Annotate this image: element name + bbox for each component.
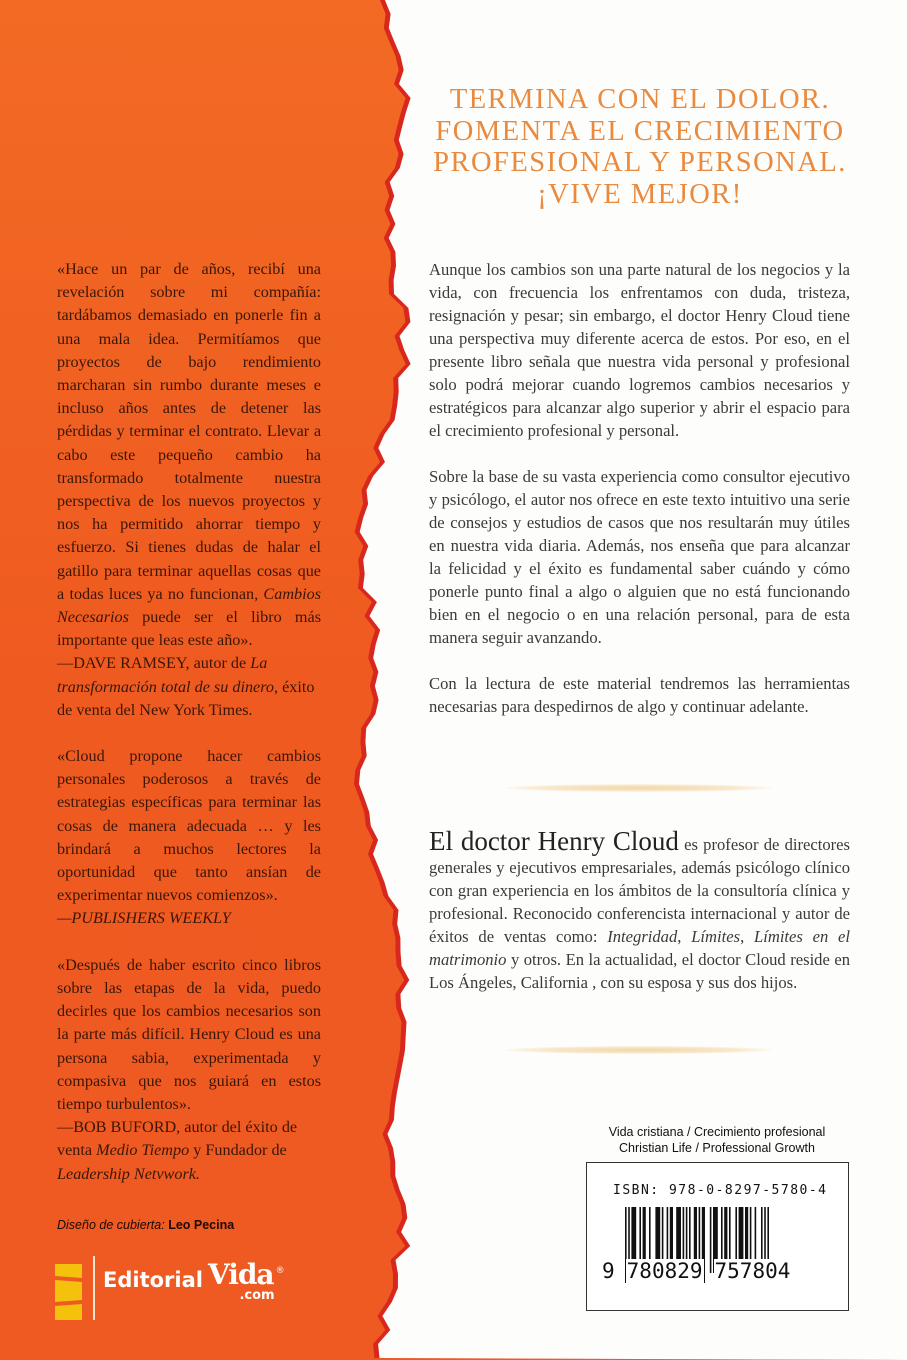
publisher-logo bbox=[55, 1256, 285, 1326]
quote-publishers-weekly bbox=[57, 745, 321, 931]
quote-text-end: puede ser el libro más importante que leas este año». bbox=[57, 608, 321, 650]
attribution-mid: y Fundador de bbox=[189, 1141, 287, 1160]
quote-text: «Cloud propone hacer cambios personales poderosos a través de estrategias específicas para terminar las cosas de manera adecuada … y les brindará a muchos lectores la oportunidad que tanto ansían de experimentar nuevos comienzos». bbox=[57, 747, 321, 905]
headline bbox=[430, 84, 850, 210]
logo-editorial: Editorial bbox=[103, 1268, 203, 1292]
logo-dotcom: .com bbox=[239, 1288, 275, 1303]
quote-ramsey bbox=[57, 258, 321, 722]
barcode-digits-right: 757804 bbox=[714, 1259, 791, 1283]
bio-separator: , bbox=[740, 927, 754, 946]
book-description bbox=[429, 258, 850, 741]
quote-attribution: —DAVE RAMSEY, autor de bbox=[57, 654, 251, 673]
attribution-end: , éxito de venta del New York Times. bbox=[57, 677, 315, 719]
credit-label: Diseño de cubierta: bbox=[57, 1218, 165, 1232]
bio-book-title: Límites bbox=[691, 927, 741, 946]
isbn-barcode bbox=[586, 1162, 849, 1311]
quote-buford bbox=[57, 954, 321, 1186]
publisher-mark-icon bbox=[55, 1264, 82, 1320]
description-paragraph: Aunque los cambios son una parte natural de los negocios y la vida, con frecuencia los enfrentamos con duda, tristeza, resignación y pesar; sin embargo, el doctor Henry Cloud tiene una perspectiva muy diferente acerca de estos. Por eso, en el presente libro señala que nuestra vida personal y profesional solo podrá mejorar cuando logremos cambios necesarios y estratégicos para alcanzar algo superior y abrir el espacio para el crecimiento profesional y personal. bbox=[429, 260, 850, 440]
endorsements-column bbox=[57, 258, 321, 1209]
barcode-digits-row bbox=[601, 1259, 791, 1283]
headline-line: ¡VIVE MEJOR! bbox=[537, 178, 743, 210]
category-label bbox=[586, 1124, 848, 1156]
author-bio bbox=[429, 826, 851, 994]
bio-book-title: Límites en el matrimonio bbox=[429, 927, 851, 969]
logo-divider bbox=[93, 1256, 95, 1320]
logo-vida: Vida bbox=[207, 1258, 274, 1291]
logo-registered: ® bbox=[275, 1266, 285, 1276]
description-paragraph: Con la lectura de este material tendremos las herramientas necesarias para despedirnos de algo y continuar adelante. bbox=[429, 674, 850, 716]
attribution-org: Leadership Netvwork. bbox=[57, 1164, 200, 1183]
quote-attribution: —BOB BUFORD, autor del éxito de venta bbox=[57, 1118, 298, 1160]
barcode-digit-first: 9 bbox=[602, 1259, 615, 1283]
quote-text: «Después de haber escrito cinco libros sobre las etapas de la vida, puedo decirles que los cambios necesarios son la parte más difícil. Henry Cloud es una persona sabia, experimentada y compasiva que nos guiará en estos tiempo turbulentos». bbox=[57, 955, 321, 1113]
bio-book-title: Integridad bbox=[607, 927, 678, 946]
bio-text: y otros. En la actualidad, el doctor Cloud reside en Los Ángeles, California , con su esposa y sus dos hijos. bbox=[429, 950, 850, 992]
barcode-digits-left: 780829 bbox=[626, 1259, 703, 1283]
category-english: Christian Life / Professional Growth bbox=[619, 1141, 815, 1155]
logo-wordmark bbox=[103, 1256, 285, 1303]
ornament-divider bbox=[505, 784, 773, 792]
quote-book-title: Cambios Necesarios bbox=[57, 584, 321, 627]
author-name: El doctor Henry Cloud bbox=[429, 826, 679, 856]
quote-attribution: —PUBLISHERS WEEKLY bbox=[57, 909, 231, 928]
category-spanish: Vida cristiana / Crecimiento profesional bbox=[608, 1125, 826, 1139]
logo-wordmark-top bbox=[103, 1256, 285, 1292]
attribution-book-title: Medio Tiempo bbox=[96, 1141, 190, 1160]
headline-line: PROFESIONAL Y PERSONAL. bbox=[433, 147, 847, 178]
isbn-label: ISBN: 978-0-8297-5780-4 bbox=[613, 1183, 828, 1198]
cover-design-credit bbox=[57, 1218, 234, 1232]
bio-separator: , bbox=[677, 927, 692, 946]
ornament-divider bbox=[505, 1046, 773, 1054]
headline-line: FOMENTA EL CRECIMIENTO bbox=[435, 115, 845, 147]
quote-text: «Hace un par de años, recibí una revelación sobre mi compañía: tardábamos demasiado en ponerle fin a una mala idea. Permitíamos que proyectos de bajo rendimiento marcharan sin rumbo durante meses e incluso años antes de detener las pérdidas y terminar el contrato. Llevar a cabo este pequeño cambio ha transformado totalmente nuestra perspectiva de los nuevos proyectos y nos ha permitido ahorrar tiempo y esfuerzo. Si tienes dudas de halar el gatillo para terminar aquellas cosas que a todas luces ya no funcionan, bbox=[57, 260, 321, 603]
description-paragraph: Sobre la base de su vasta experiencia como consultor ejecutivo y psicólogo, el autor nos ofrece en este texto intuitivo una serie de consejos y estudios de casos que nos resultarán muy útiles en nuestra vida diaria. Además, nos enseña que para alcanzar la felicidad y el éxito es fundamental saber cuándo y cómo ponerle punto final a algo o alguien que no está funcionando bien en el negocio o en una relación personal, para de esta manera seguir avanzando. bbox=[429, 467, 850, 647]
bio-text: es profesor de directores generales y ejecutivos empresariales, además psicólogo clínico con gran experiencia en los ámbitos de la consultoría clínica y profesional. Reconocido conferencista internacional y autor de éxitos de ventas como: bbox=[429, 835, 850, 946]
credit-name: Leo Pecina bbox=[168, 1218, 235, 1232]
attribution-book-title: La transformación total de su dinero bbox=[57, 654, 275, 696]
headline-line: TERMINA CON EL DOLOR. bbox=[449, 84, 831, 115]
